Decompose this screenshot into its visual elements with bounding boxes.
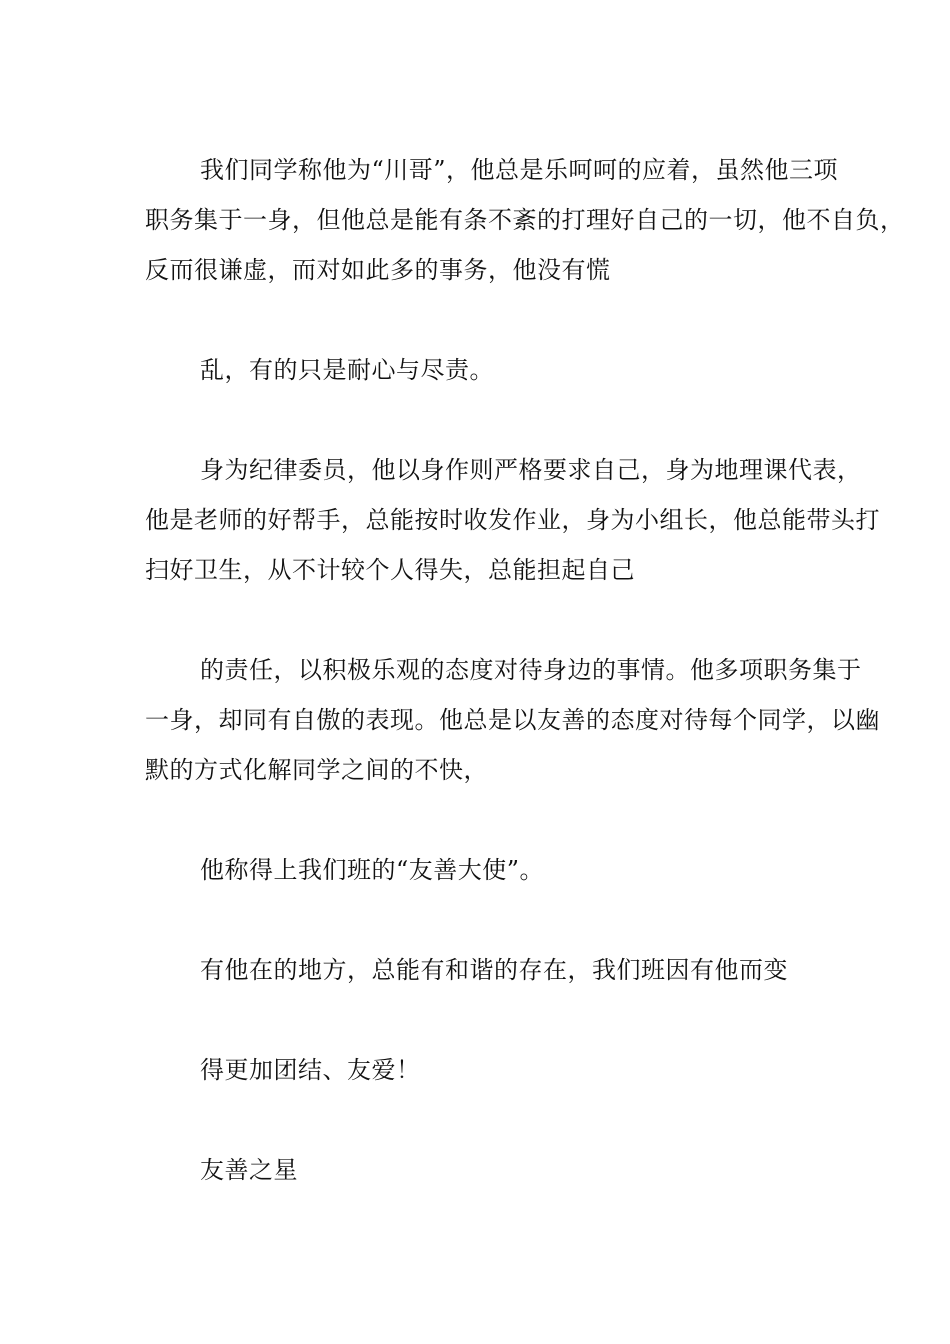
paragraph-3-line-3: 扫好卫生，从不计较个人得失，总能担起自己 [145, 556, 635, 584]
paragraph-1-line-2: 职务集于一身，但他总是能有条不紊的打理好自己的一切，他不自负， [145, 206, 905, 234]
paragraph-4-line-1: 的责任，以积极乐观的态度对待身边的事情。他多项职务集于 [200, 656, 862, 684]
paragraph-4-line-2: 一身，却同有自傲的表现。他总是以友善的态度对待每个同学，以幽 [145, 706, 880, 734]
paragraph-1-line-3: 反而很谦虚，而对如此多的事务，他没有慌 [145, 256, 611, 284]
paragraph-1-line-1: 我们同学称他为“川哥”，他总是乐呵呵的应着，虽然他三项 [200, 156, 839, 184]
paragraph-5-line-1: 他称得上我们班的“友善大使”。 [200, 856, 545, 884]
paragraph-4-line-3: 默的方式化解同学之间的不快， [145, 756, 488, 784]
paragraph-7-line-1: 得更加团结、友爱！ [200, 1056, 421, 1084]
paragraph-3-line-1: 身为纪律委员，他以身作则严格要求自己，身为地理课代表， [200, 456, 862, 484]
paragraph-3-line-2: 他是老师的好帮手，总能按时收发作业，身为小组长，他总能带头打 [145, 506, 880, 534]
paragraph-2-line-1: 乱，有的只是耐心与尽责。 [200, 356, 494, 384]
paragraph-6-line-1: 有他在的地方，总能有和谐的存在，我们班因有他而变 [200, 956, 788, 984]
paragraph-8-line-1: 友善之星 [200, 1156, 298, 1184]
